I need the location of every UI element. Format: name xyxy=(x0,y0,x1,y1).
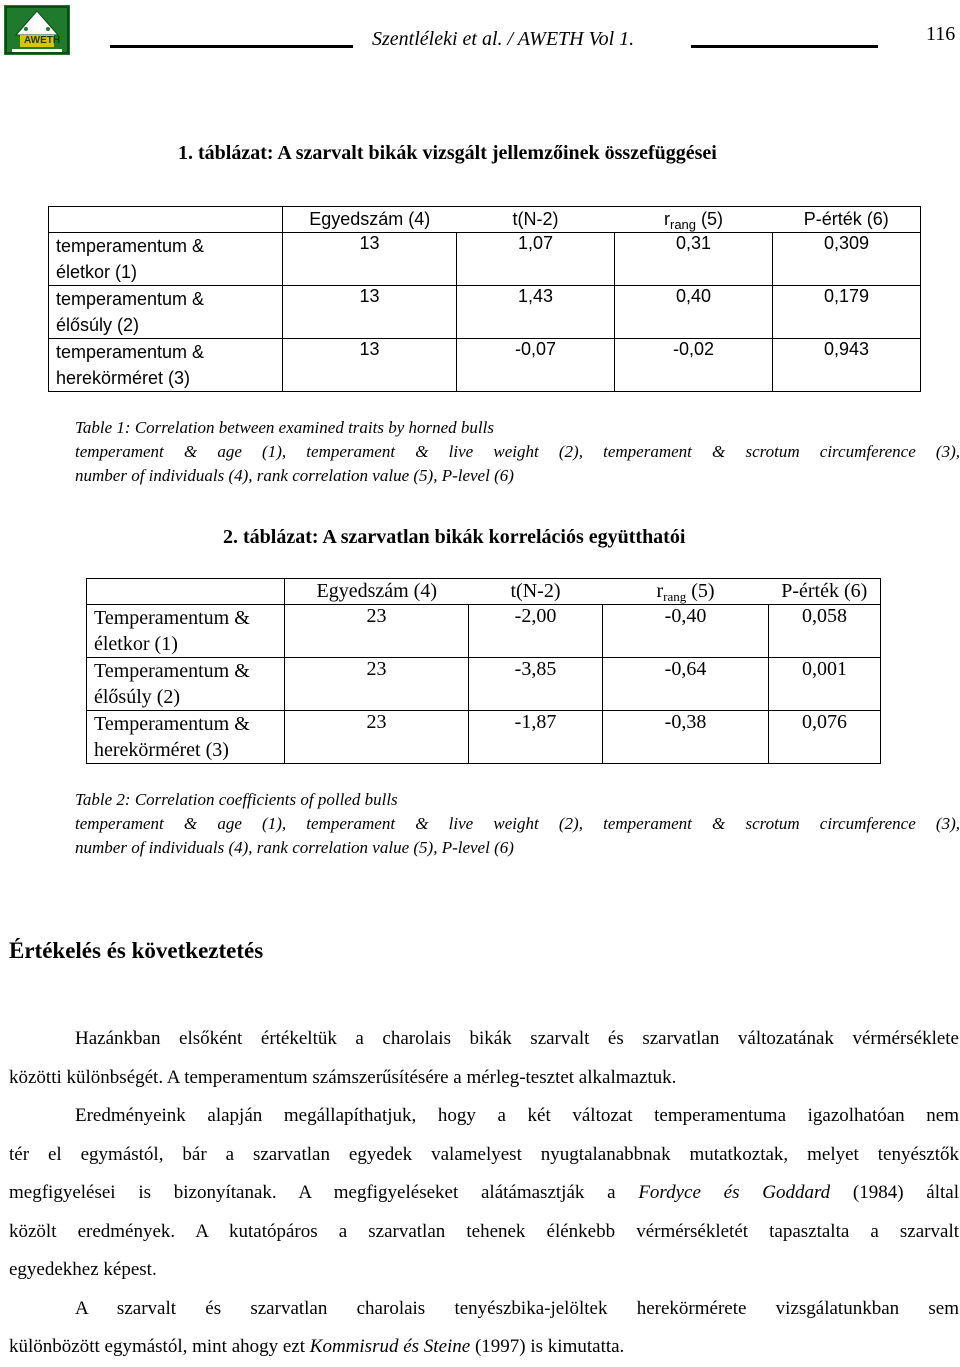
table-cell: 23 xyxy=(285,711,469,764)
paragraph-line: tér el egymástól, bár a szarvatlan egyedek valamelyest nyugtalanabbnak mutatkoztak, melyet tenyésztők xyxy=(9,1143,959,1165)
table-cell: 1,43 xyxy=(457,286,615,339)
table-cell: 1,07 xyxy=(457,233,615,286)
table-cell: -0,02 xyxy=(615,339,773,392)
table2-header-count: Egyedszám (4) xyxy=(285,579,469,605)
section-body xyxy=(9,1020,959,1367)
caption-line: Table 1: Correlation between examined traits by horned bulls xyxy=(75,418,494,437)
table-cell: 0,40 xyxy=(615,286,773,339)
table1-english-caption xyxy=(75,416,960,488)
caption-line: Table 2: Correlation coefficients of polled bulls xyxy=(75,790,398,809)
table1-header-p: P-érték (6) xyxy=(773,207,921,233)
caption-line: temperament & age (1), temperament & live weight (2), temperament & scrotum circumference (3), xyxy=(75,442,960,461)
table-cell: -0,07 xyxy=(457,339,615,392)
table-cell: -1,87 xyxy=(469,711,603,764)
table-cell: 0,309 xyxy=(773,233,921,286)
paragraph-line: egyedekhez képest. xyxy=(9,1259,157,1280)
table-row xyxy=(49,233,921,286)
header-rule-right xyxy=(691,45,878,48)
caption-line: number of individuals (4), rank correlation value (5), P-level (6) xyxy=(75,466,514,485)
page-number: 116 xyxy=(926,23,956,45)
section-heading: Értékelés és következtetés xyxy=(9,938,264,963)
table1-row-label: temperamentum & életkor (1) xyxy=(49,233,283,286)
table-cell: 23 xyxy=(285,605,469,658)
table-row xyxy=(87,605,881,658)
table-row xyxy=(87,658,881,711)
table2-row-label: Temperamentum & herekörméret (3) xyxy=(87,711,285,764)
table1-header-count: Egyedszám (4) xyxy=(283,207,457,233)
paragraph-line: Hazánkban elsőként értékeltük a charolais bikák szarvalt és szarvatlan változatának vérmérséklete xyxy=(75,1028,959,1049)
table2-english-caption xyxy=(75,788,960,860)
table-cell: -2,00 xyxy=(469,605,603,658)
table-cell: 0,058 xyxy=(769,605,881,658)
table-cell: 13 xyxy=(283,286,457,339)
table2-header-p: P-érték (6) xyxy=(769,579,881,605)
table-cell: -0,40 xyxy=(603,605,769,658)
paragraph-line: megfigyelései is bizonyítanak. A megfigyeléseket alátámasztják a Fordyce és Goddard (1984) által xyxy=(9,1182,959,1203)
table-cell: 13 xyxy=(283,339,457,392)
table2-row-label: Temperamentum & élősúly (2) xyxy=(87,658,285,711)
table-cell: -3,85 xyxy=(469,658,603,711)
header-rule-left xyxy=(110,45,353,48)
table2-header-t: t(N-2) xyxy=(469,579,603,605)
table1-header-row xyxy=(49,207,921,233)
table2 xyxy=(86,578,881,764)
table2-caption: 2. táblázat: A szarvatlan bikák korrelációs együtthatói xyxy=(223,526,686,548)
citation: Fordyce és Goddard xyxy=(638,1182,831,1203)
table2-header-row xyxy=(87,579,881,605)
running-title: Szentléleki et al. / AWETH Vol 1. xyxy=(372,28,635,50)
caption-line: temperament & age (1), temperament & live weight (2), temperament & scrotum circumference (3), xyxy=(75,814,960,833)
paragraph-line: A szarvalt és szarvatlan charolais tenyészbika-jelöltek herekörmérete vizsgálatunkban sem xyxy=(75,1297,959,1319)
table-cell: 0,001 xyxy=(769,658,881,711)
table-row xyxy=(49,286,921,339)
journal-logo xyxy=(4,5,70,55)
paragraph-line: közölt eredmények. A kutatópáros a szarvatlan tehenek élénkebb vérmérsékletét tapasztalta a szarvalt xyxy=(9,1220,959,1242)
table1-header-r: $r_{rang}$ (5) xyxy=(615,207,773,233)
paragraph-line: különbözött egymástól, mint ahogy ezt Kommisrud és Steine (1997) is kimutatta. xyxy=(9,1336,625,1357)
table-cell: 13 xyxy=(283,233,457,286)
table1-row-label: temperamentum & herekörméret (3) xyxy=(49,339,283,392)
paragraph-line: Eredményeink alapján megállapíthatjuk, hogy a két változat temperamentuma igazolhatóan nem xyxy=(75,1105,959,1126)
table-cell: -0,64 xyxy=(603,658,769,711)
table-row xyxy=(49,339,921,392)
table1-caption: 1. táblázat: A szarvalt bikák vizsgált jellemzőinek összefüggései xyxy=(178,142,717,164)
table1-header-t: t(N-2) xyxy=(457,207,615,233)
table2-row-label: Temperamentum & életkor (1) xyxy=(87,605,285,658)
paragraph-line: közötti különbségét. A temperamentum számszerűsítésére a mérleg-tesztet alkalmaztuk. xyxy=(9,1066,677,1088)
logo-text: AWETH xyxy=(24,35,61,46)
table1-row-label: temperamentum & élősúly (2) xyxy=(49,286,283,339)
table2-header-r: $r_{rang}$ (5) xyxy=(603,579,769,605)
table-cell: 0,179 xyxy=(773,286,921,339)
table-cell: 23 xyxy=(285,658,469,711)
table-cell: 0,943 xyxy=(773,339,921,392)
table-cell: 0,31 xyxy=(615,233,773,286)
table-cell: -0,38 xyxy=(603,711,769,764)
table-cell: 0,076 xyxy=(769,711,881,764)
table1 xyxy=(48,206,921,392)
citation: Kommisrud és Steine xyxy=(309,1336,471,1357)
caption-line: number of individuals (4), rank correlation value (5), P-level (6) xyxy=(75,838,514,857)
table-row xyxy=(87,711,881,764)
